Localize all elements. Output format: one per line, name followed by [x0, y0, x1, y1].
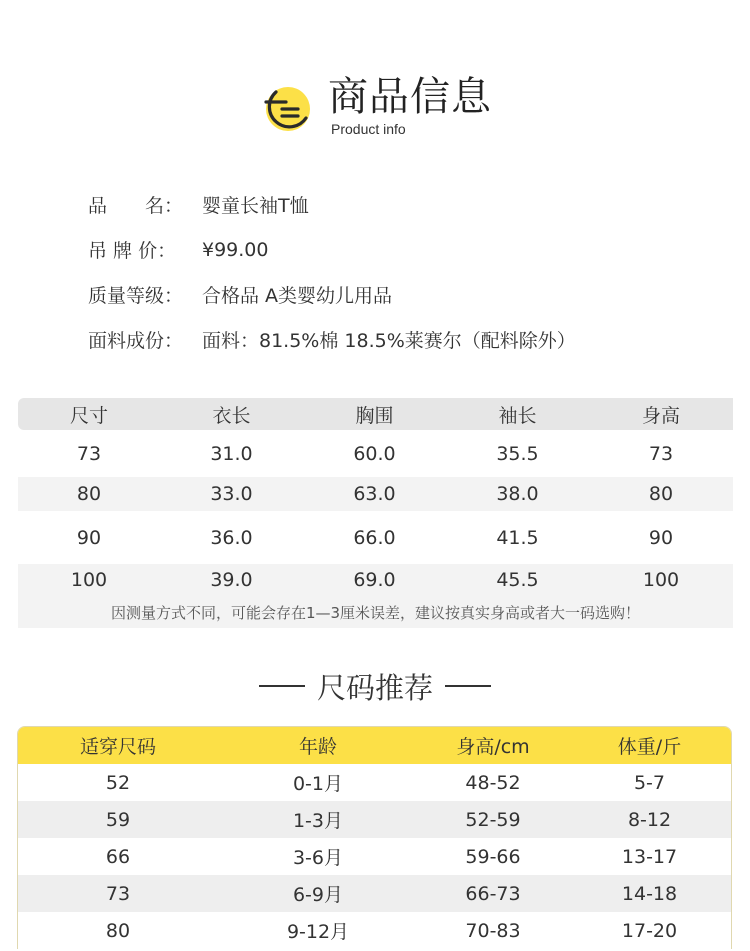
- table-cell: 33.0: [210, 483, 253, 505]
- table-header-cell: 适穿尺码: [79, 736, 156, 758]
- document-lines-icon: [262, 82, 314, 134]
- table-header-cell: 衣长: [212, 404, 251, 427]
- info-value: 合格品 A类婴幼儿用品: [202, 285, 393, 307]
- table-cell: 90: [648, 526, 674, 549]
- table-cell: 69.0: [353, 569, 396, 591]
- table-cell: 66.0: [353, 526, 396, 549]
- table-cell: 36.0: [210, 526, 253, 549]
- table-cell: 31.0: [210, 442, 253, 465]
- table-cell: 80: [105, 919, 131, 942]
- info-label: 品 名：: [88, 195, 184, 217]
- table-cell: 5-7: [633, 771, 666, 794]
- table-cell: 73: [76, 442, 102, 465]
- info-value: 婴童长袖T恤: [202, 195, 309, 217]
- table-cell: 13-17: [621, 845, 678, 868]
- product-info-list: [88, 182, 728, 362]
- table-row: [18, 764, 731, 801]
- table-cell: 14-18: [621, 882, 678, 905]
- table-cell: 3-6月: [292, 847, 344, 869]
- section-header: [0, 60, 750, 150]
- info-value: ¥99.00: [202, 238, 269, 261]
- page-subtitle: Product info: [331, 121, 406, 137]
- info-row-fabric: [88, 317, 728, 362]
- table-cell: 6-9月: [292, 884, 344, 906]
- table-cell: 38.0: [496, 483, 539, 505]
- table-header-cell: 胸围: [355, 404, 394, 427]
- table-header-cell: 尺寸: [69, 404, 108, 427]
- table-cell: 0-1月: [292, 773, 344, 795]
- table-cell: 39.0: [210, 569, 253, 591]
- table-cell: 8-12: [627, 808, 672, 831]
- info-value: 面料：81.5%棉 18.5%莱赛尔（配料除外）: [202, 330, 576, 352]
- title-divider-right: [445, 685, 491, 687]
- table-cell: 90: [76, 526, 102, 549]
- table-cell: 100: [642, 569, 680, 591]
- table-header-row: [18, 727, 731, 764]
- table-row: [18, 801, 731, 838]
- info-label: 吊 牌 价：: [88, 240, 177, 262]
- table-cell: 66: [105, 845, 131, 868]
- table-cell: 80: [76, 483, 102, 505]
- table-cell: 17-20: [621, 919, 678, 942]
- table-row: [18, 511, 733, 564]
- table-header-cell: 身高: [641, 404, 680, 427]
- table-cell: 1-3月: [292, 810, 344, 832]
- table-cell: 63.0: [353, 483, 396, 505]
- info-row-name: [88, 182, 728, 227]
- table-header-cell: 袖长: [498, 404, 537, 427]
- table-cell: 59-66: [465, 845, 521, 868]
- table-cell: 48-52: [465, 771, 521, 794]
- recommend-table: [17, 726, 732, 949]
- table-row: [18, 838, 731, 875]
- table-row: [18, 875, 731, 912]
- size-table: [18, 398, 733, 628]
- table-cell: 59: [105, 808, 131, 831]
- table-cell: 52: [105, 771, 131, 794]
- info-label: 质量等级：: [88, 285, 184, 307]
- table-row: [18, 912, 731, 949]
- table-header-cell: 年龄: [298, 736, 337, 758]
- table-cell: 9-12月: [286, 921, 350, 943]
- table-cell: 80: [648, 483, 674, 505]
- info-row-grade: [88, 272, 728, 317]
- table-cell: 73: [105, 882, 131, 905]
- table-cell: 52-59: [465, 808, 521, 831]
- page-title: 商品信息: [328, 74, 492, 120]
- table-row: [18, 430, 733, 477]
- recommend-title: [0, 664, 750, 708]
- table-header-row: [18, 398, 733, 430]
- table-cell: 60.0: [353, 442, 396, 465]
- info-row-price: [88, 227, 728, 272]
- table-row: [18, 564, 733, 596]
- table-header-cell: 身高/cm: [456, 736, 530, 758]
- table-cell: 41.5: [496, 526, 539, 549]
- recommend-title-text: 尺码推荐: [316, 670, 433, 705]
- info-label: 面料成份：: [88, 330, 184, 352]
- title-divider-left: [259, 685, 305, 687]
- table-cell: 45.5: [496, 569, 539, 591]
- table-cell: 66-73: [465, 882, 521, 905]
- table-cell: 70-83: [465, 919, 521, 942]
- table-cell: 100: [70, 569, 108, 591]
- table-cell: 73: [648, 442, 674, 465]
- table-row: [18, 477, 733, 511]
- measurement-note: 因测量方式不同，可能会存在1—3厘米误差，建议按真实身高或者大一码选购！: [18, 596, 733, 628]
- table-cell: 35.5: [496, 442, 539, 465]
- table-header-cell: 体重/斤: [617, 736, 682, 758]
